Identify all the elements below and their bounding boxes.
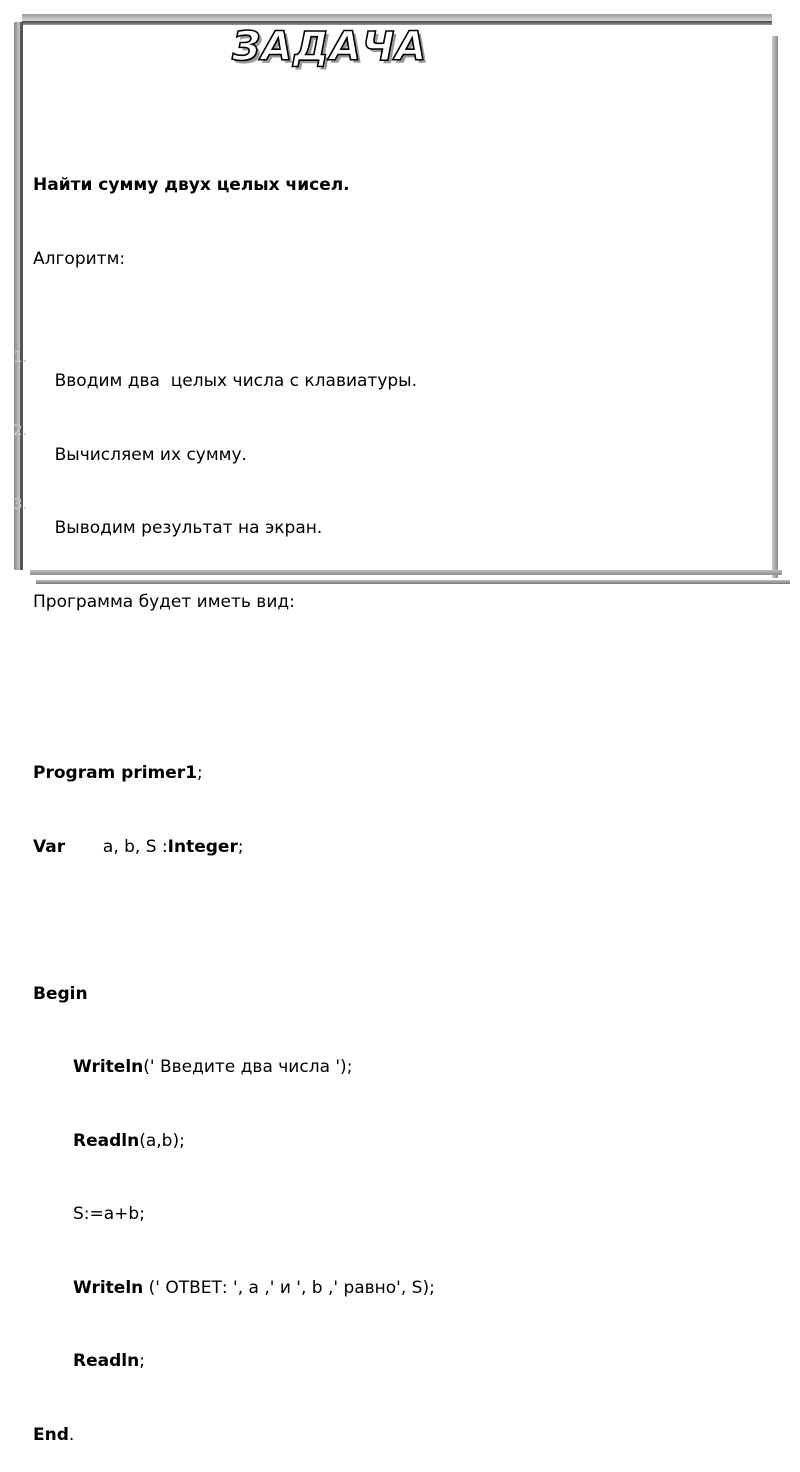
code-text: . [68,1424,75,1445]
code-line-end [33,1423,435,1448]
algorithm-step [13,492,435,538]
code-keyword: Program primer1 [33,763,198,783]
frame-left-shadow [20,22,23,570]
code-text: (' Введите два числа '); [143,1057,353,1077]
code-keyword: Var [33,836,66,857]
code-text: ; [139,1351,145,1371]
step-number: 3. [13,494,28,513]
algorithm-label: Алгоритм: [33,248,126,269]
code-text: ; [197,763,203,783]
program-intro: Программа будет иметь вид: [33,591,295,612]
step-text: Вводим два целых числа с клавиатуры. [54,371,418,391]
step-text: Выводим результат на экран. [54,518,323,538]
frame-top-bar [22,14,772,21]
code-keyword: End [33,1424,69,1445]
code-line-readln [33,1129,435,1154]
code-text: (a,b); [139,1130,185,1151]
frame-right-bar [772,36,778,578]
code-line-writeln [33,1055,435,1080]
code-keyword: Writeln [73,1277,144,1298]
blank-line [33,908,435,933]
code-text: (' ОТВЕТ: ', a ,' и ', b ,' равно', S); [143,1277,435,1298]
code-line-writeln-answer [33,1276,435,1301]
code-keyword: Integer [167,836,238,857]
slide-body [13,124,435,1472]
code-line-var [33,835,435,860]
algorithm-step [13,418,435,465]
code-keyword: Writeln [73,1057,144,1077]
step-number: 2. [13,421,28,439]
code-text: a, b, S : [65,836,168,857]
task-statement: Найти сумму двух целых чисел. [33,175,350,195]
code-line-assign: S:=a+b; [73,1204,145,1224]
slide-title: ЗАДАЧА [232,24,428,70]
code-text: ; [237,836,244,857]
step-number: 1. [13,347,28,366]
code-line-program [33,761,435,786]
step-text: Вычисляем их сумму. [54,444,247,465]
code-keyword: Readln [73,1351,140,1371]
code-line-begin [33,982,435,1007]
algorithm-step [13,345,435,391]
code-line-readln-final [33,1349,435,1374]
blank-line [33,663,435,688]
code-keyword: Begin [33,983,88,1004]
code-keyword: Readln [73,1130,140,1151]
